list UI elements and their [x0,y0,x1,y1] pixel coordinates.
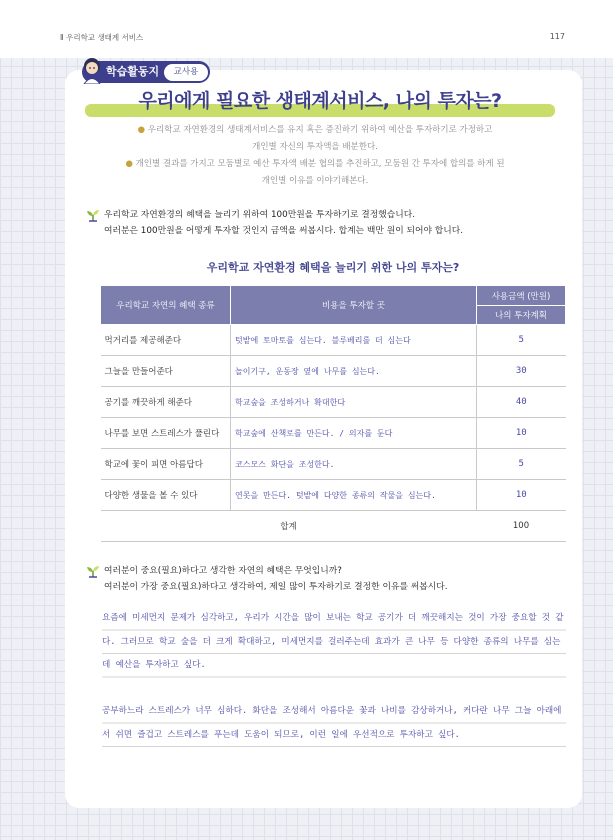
benefit-cell: 공기를 깨끗하게 해준다 [101,387,231,418]
usage-cell: 놀이기구, 운동장 옆에 나무를 심는다. [231,356,477,387]
amount-cell: 5 [477,449,566,480]
table-caption: 우리학교 자연환경 혜택을 늘리기 위한 나의 투자는? [206,261,460,274]
amount-cell: 40 [477,387,566,418]
bullet-dot: ● [137,125,148,135]
total-value: 100 [477,511,566,542]
amount-cell: 10 [477,480,566,511]
table-row [101,480,566,511]
answer-paragraph: 요즘에 미세먼지 문제가 심각하고, 우리가 시간을 많이 보내는 학교 공기가 더 깨끗해지는 것이 가장 중요할 것 같다. 그러므로 학교 숲을 더 크게 확대하고, 미세먼지를 걸러주는데 효과가 큰 나무 등 다양한 종류의 나무를 심는데 예산을 투자하고 싶다. [102,607,566,678]
usage-cell: 코스모스 화단을 조성한다. [231,449,477,480]
benefit-cell: 나무를 보면 스트레스가 풀린다 [101,418,231,449]
objective-item [110,156,520,173]
table-row [101,325,566,356]
benefit-cell: 그늘을 만들어준다 [101,356,231,387]
header-strip [0,0,613,58]
investment-table [100,285,566,542]
table-row [101,418,566,449]
question-line: 여러분이 중요(필요)하다고 생각한 자연의 혜택은 무엇입니까? [104,566,342,576]
usage-cell: 텃밭에 토마토를 심는다. 블루베리를 더 심는다 [231,325,477,356]
amount-cell: 10 [477,418,566,449]
header-usage: 비용을 투자할 곳 [231,286,477,325]
objective-line: 개인별 이유를 이야기해본다. [261,176,369,186]
title-block [85,84,555,122]
objective-item [110,122,520,139]
badge-audience: 교사용 [164,64,208,81]
objective-line: 개인별 결과를 가지고 모둠별로 예산 투자액 배분 협의를 추진하고, 모둠원 간 투자에 합의를 하게 된 [135,159,505,169]
question-line: 우리학교 자연환경의 혜택을 늘리기 위하여 100만원을 투자하기로 결정했습니다. [104,210,416,220]
total-label: 합계 [101,511,477,542]
benefit-cell: 다양한 생물을 볼 수 있다 [101,480,231,511]
objective-line: 개인별 자신의 투자액을 배분한다. [252,142,378,152]
learning-objectives [110,122,520,190]
benefit-cell: 먹거리를 제공해준다 [101,325,231,356]
table-row [101,387,566,418]
answer-paragraph: 공부하느라 스트레스가 너무 심하다. 화단을 조성해서 아름다운 꽃과 나비를 감상하거나, 커다란 나무 그늘 아래에서 쉬면 즐겁고 스트레스를 푸는데 도움이 되므로, 이런 일에 우선적으로 투자하고 싶다. [102,700,566,747]
bullet-dot: ● [125,159,136,169]
table-row [101,449,566,480]
question-line: 여러분이 가장 중요(필요)하다고 생각하여, 제일 많이 투자하기로 결정한 이유를 써봅시다. [104,582,448,592]
objective-line: 우리학교 자연환경의 생태계서비스를 유지 혹은 증진하기 위하여 예산을 투자하기로 가정하고 [147,125,493,135]
usage-cell: 학교숲에 산책로를 만든다. / 의자를 둔다 [231,418,477,449]
badge-title: 학습활동지 [106,65,160,78]
teacher-avatar-icon [80,56,104,84]
usage-cell: 연못을 만든다. 텃밭에 다양한 종류의 작물을 심는다. [231,480,477,511]
sprout-icon [86,564,100,578]
page-title: 우리에게 필요한 생태계서비스, 나의 투자는? [138,90,502,112]
question-2 [104,563,524,595]
total-row [101,511,566,542]
benefit-cell: 학교에 꽃이 피면 아름답다 [101,449,231,480]
section-label: Ⅱ 우리학교 생태계 서비스 [60,33,144,42]
page-number: 117 [549,32,565,41]
amount-cell: 5 [477,325,566,356]
question-line: 여러분은 100만원을 어떻게 투자할 것인지 금액을 써봅시다. 합계는 백만 원이 되어야 합니다. [104,226,464,236]
amount-cell: 30 [477,356,566,387]
header-amount-sub: 나의 투자계획 [477,306,566,325]
sprout-icon [86,208,100,222]
usage-cell: 학교숲을 조성하거나 확대한다 [231,387,477,418]
header-benefit: 우리학교 자연의 혜택 종류 [101,286,231,325]
table-row [101,356,566,387]
question-1 [104,207,524,239]
header-amount: 사용금액 (만원) [477,286,566,306]
